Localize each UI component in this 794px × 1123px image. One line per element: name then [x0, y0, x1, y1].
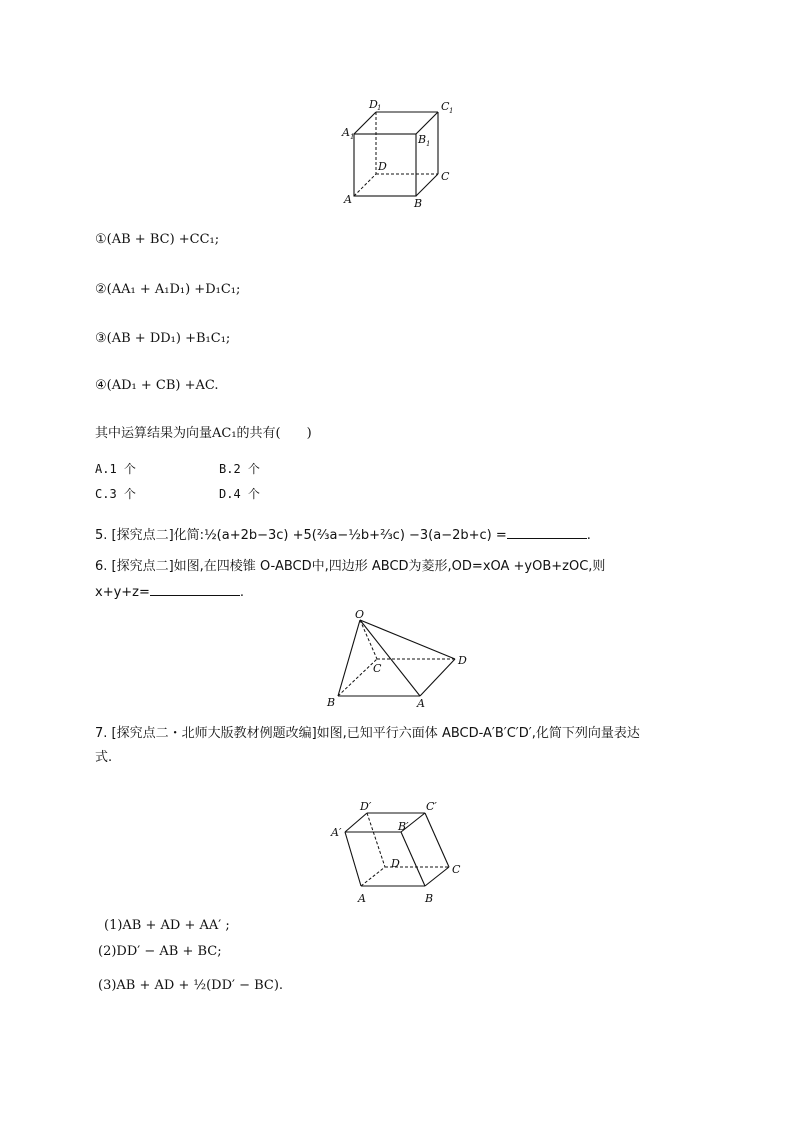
q5: 5. [探究点二]化简:½(a+2b−3c) +5(⅔a−½b+⅔c) −3(a−2b+c) = . [95, 528, 591, 543]
label-B-prime: B′ [398, 820, 409, 833]
label-A: A [417, 697, 425, 710]
choice-a: A.1 个 [95, 462, 136, 476]
label-A1: A [342, 126, 350, 139]
q7-line2: 式. [95, 750, 113, 765]
label-C: C [373, 662, 382, 675]
svg-text:1: 1 [426, 140, 431, 148]
q6-answer-blank[interactable] [150, 583, 240, 596]
parallelepiped-diagram [325, 798, 470, 910]
label-C-prime: C′ [426, 800, 437, 813]
q6-line1: 6. [探究点二]如图,在四棱锥 O-ABCD中,四边形 ABCD为菱形,OD=xOA +yOB+zOC,则 [95, 559, 606, 574]
pyramid-diagram [325, 610, 475, 710]
choice-b: B.2 个 [219, 462, 260, 476]
label-B1: B [418, 133, 427, 146]
choice-d: D.4 个 [219, 487, 260, 501]
parallelepiped-figure [325, 798, 470, 910]
option-2: ②(AA₁ + A₁D₁) +D₁C₁; [95, 282, 241, 297]
option-1: ①(AB + BC) +CC₁; [95, 232, 220, 247]
label-C1: C [441, 100, 450, 113]
svg-text:1: 1 [449, 107, 454, 115]
q7-line1: 7. [探究点二・北师大版教材例题改编]如图,已知平行六面体 ABCD-A′B′C′D′,化简下列向量表达 [95, 726, 640, 741]
label-O: O [355, 608, 365, 621]
label-D-prime: D′ [360, 800, 372, 813]
q4-stem: 其中运算结果为向量AC₁的共有( ) [95, 426, 312, 441]
label-D1: D [369, 98, 378, 111]
label-C: C [452, 863, 461, 876]
label-D: D [458, 654, 467, 667]
q6-line2: x+y+z= . [95, 585, 245, 600]
label-A: A [344, 193, 352, 206]
cube-figure [330, 95, 460, 215]
label-B: B [414, 197, 423, 210]
label-B: B [327, 696, 336, 709]
label-A-prime: A′ [331, 826, 342, 839]
option-4: ④(AD₁ + CB) +AC. [95, 378, 219, 393]
q7-item-3: (3)AB + AD + ½(DD′ − BC). [98, 978, 284, 993]
svg-text:1: 1 [350, 133, 355, 141]
q7-item-2: (2)DD′ − AB + BC; [98, 944, 222, 959]
option-3: ③(AB + DD₁) +B₁C₁; [95, 331, 231, 346]
label-B: B [425, 892, 434, 905]
q7-item-1: (1)AB + AD + AA′ ; [104, 918, 230, 933]
label-D: D [378, 160, 387, 173]
pyramid-figure [325, 610, 475, 710]
cube-diagram [330, 95, 460, 215]
label-C: C [441, 170, 450, 183]
label-D: D [391, 857, 400, 870]
label-A: A [358, 892, 366, 905]
q5-answer-blank[interactable] [507, 526, 587, 539]
svg-text:1: 1 [377, 104, 382, 112]
choice-c: C.3 个 [95, 487, 136, 501]
